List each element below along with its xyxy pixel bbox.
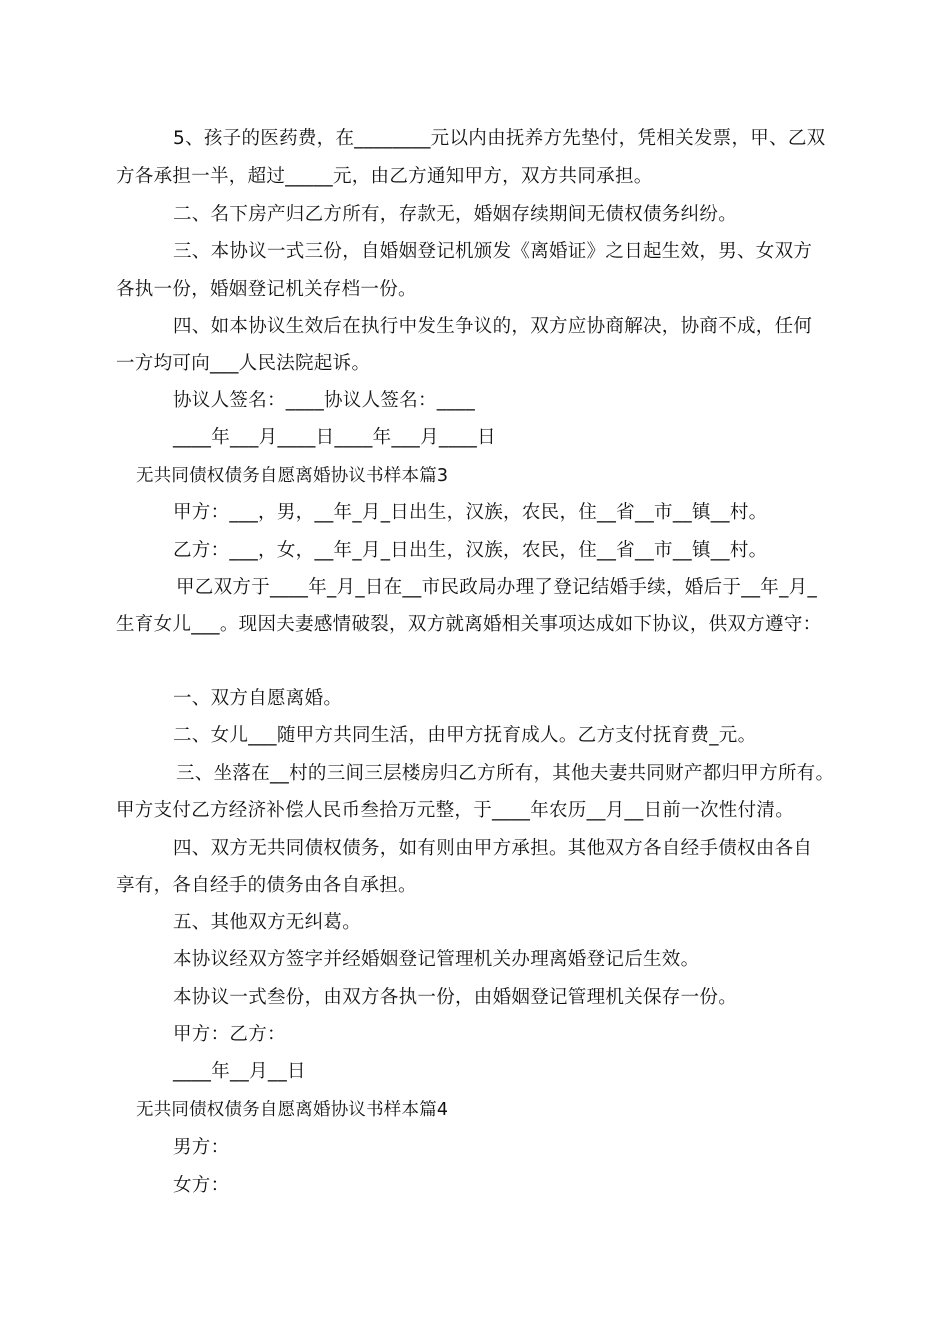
paragraph-line: 四、双方无共同债权债务，如有则由甲方承担。其他双方各自经手债权由各自 xyxy=(173,838,813,859)
section-heading: 无共同债权债务自愿离婚协议书样本篇4 xyxy=(136,1100,449,1120)
date-line: ____年__月__日 xyxy=(173,1061,306,1082)
paragraph-line: 二、女儿___随甲方共同生活，由甲方抚育成人。乙方支付抚育费_元。 xyxy=(173,725,757,746)
female-party-line: 女方： xyxy=(173,1175,230,1196)
paragraph-line: 甲方支付乙方经济补偿人民币叁拾万元整，于____年农历__月__日前一次性付清。 xyxy=(116,800,795,821)
paragraph-line: 本协议一式叁份，由双方各执一份，由婚姻登记管理机关保存一份。 xyxy=(173,987,738,1008)
paragraph-line: 5、孩子的医药费，在________元以内由抚养方先垫付，凭相关发票，甲、乙双 xyxy=(173,128,826,149)
signature-line: 协议人签名：____协议人签名：____ xyxy=(173,390,476,411)
paragraph-line: 甲乙双方于____年_月_日在__市民政局办理了登记结婚手续，婚后于__年_月_ xyxy=(176,577,818,598)
paragraph-line: 四、如本协议生效后在执行中发生争议的，双方应协商解决，协商不成，任何 xyxy=(173,316,813,337)
paragraph-line: 二、名下房产归乙方所有，存款无，婚姻存续期间无债权债务纠纷。 xyxy=(173,204,738,225)
paragraph-line: 各执一份，婚姻登记机关存档一份。 xyxy=(116,279,417,300)
party-b-line: 乙方：___，女，__年_月_日出生，汉族，农民，住__省__市__镇__村。 xyxy=(173,540,768,561)
male-party-line: 男方： xyxy=(173,1137,230,1158)
paragraph-line: 本协议经双方签字并经婚姻登记管理机关办理离婚登记后生效。 xyxy=(173,949,700,970)
paragraph-line: 一方均可向___人民法院起诉。 xyxy=(116,353,371,374)
paragraph-line: 一、双方自愿离婚。 xyxy=(173,688,343,709)
paragraph-line: 五、其他双方无纠葛。 xyxy=(173,912,362,933)
party-a-line: 甲方：___，男，__年_月_日出生，汉族，农民，住__省__市__镇__村。 xyxy=(173,502,768,523)
paragraph-line: 生育女儿___。现因夫妻感情破裂，双方就离婚相关事项达成如下协议，供双方遵守： xyxy=(116,614,822,635)
signature-line: 甲方：乙方： xyxy=(173,1024,286,1045)
date-line: ____年___月____日____年___月____日 xyxy=(173,427,496,448)
paragraph-line: 三、坐落在__村的三间三层楼房归乙方所有，其他夫妻共同财产都归甲方所有。 xyxy=(176,763,835,784)
paragraph-line: 三、本协议一式三份，自婚姻登记机颁发《离婚证》之日起生效，男、女双方 xyxy=(173,241,813,262)
paragraph-line: 享有，各自经手的债务由各自承担。 xyxy=(116,875,417,896)
paragraph-line: 方各承担一半，超过_____元，由乙方通知甲方，双方共同承担。 xyxy=(116,166,653,187)
section-heading: 无共同债权债务自愿离婚协议书样本篇3 xyxy=(136,466,449,486)
